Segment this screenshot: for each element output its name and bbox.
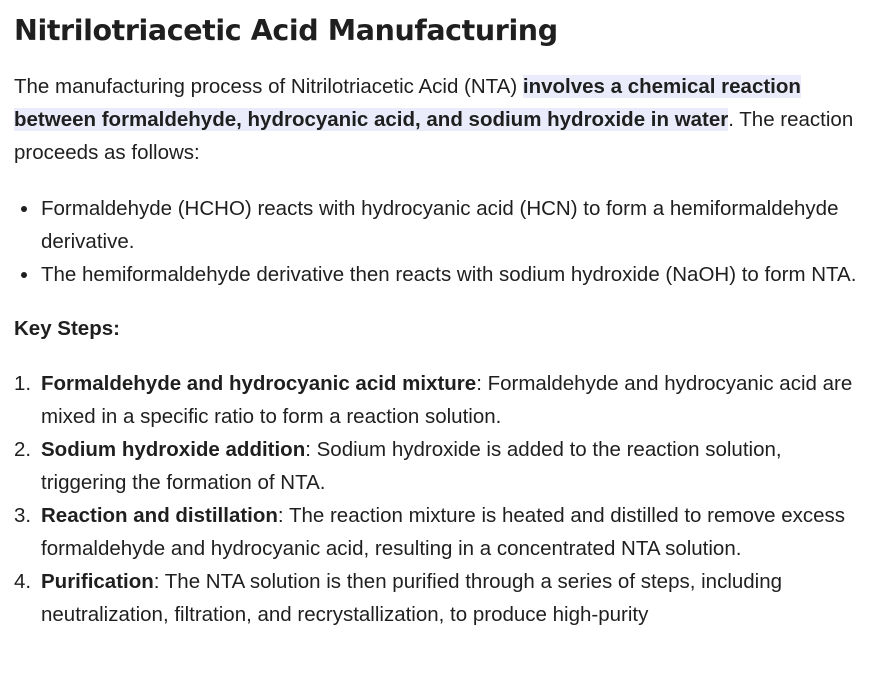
step-item: [14, 367, 866, 433]
step-number: 3.: [14, 504, 32, 527]
intro-paragraph: [14, 70, 866, 169]
key-steps-list: [14, 367, 866, 631]
step-description: : The NTA solution is then purified through a series of steps, including neutralization, filtration, and recrystallization, to produce high-purity: [41, 570, 783, 626]
step-title: Reaction and distillation: [41, 504, 278, 527]
step-title: Purification: [41, 570, 154, 593]
intro-text-end: . The reaction proceeds as follows:: [14, 108, 854, 164]
intro-text-start: The manufacturing process of Nitrilotriacetic Acid (NTA): [14, 75, 523, 98]
key-steps-heading: Key Steps:: [14, 317, 120, 340]
intro-highlight: involves a chemical reaction between formaldehyde, hydrocyanic acid, and sodium hydroxide in water: [14, 75, 801, 131]
step-item: [14, 433, 866, 499]
step-item: [14, 499, 866, 565]
step-title: Sodium hydroxide addition: [41, 438, 306, 461]
bullet-item: The hemiformaldehyde derivative then reacts with sodium hydroxide (NaOH) to form NTA.: [41, 258, 866, 291]
page-title: Nitrilotriacetic Acid Manufacturing: [14, 14, 558, 47]
step-description: : Sodium hydroxide is added to the reaction solution, triggering the formation of NTA.: [41, 438, 782, 494]
step-number: 2.: [14, 438, 32, 461]
step-description: : The reaction mixture is heated and distilled to remove excess formaldehyde and hydrocyanic acid, resulting in a concentrated NTA solution.: [41, 504, 845, 560]
step-title: Formaldehyde and hydrocyanic acid mixture: [41, 372, 477, 395]
step-number: 4.: [14, 570, 32, 593]
step-number: 1.: [14, 372, 32, 395]
step-description: : Formaldehyde and hydrocyanic acid are mixed in a specific ratio to form a reaction solution.: [41, 372, 853, 428]
bullet-item: Formaldehyde (HCHO) reacts with hydrocyanic acid (HCN) to form a hemiformaldehyde derivative.: [41, 192, 866, 258]
step-item: [14, 565, 866, 631]
reaction-bullet-list: [14, 192, 866, 291]
